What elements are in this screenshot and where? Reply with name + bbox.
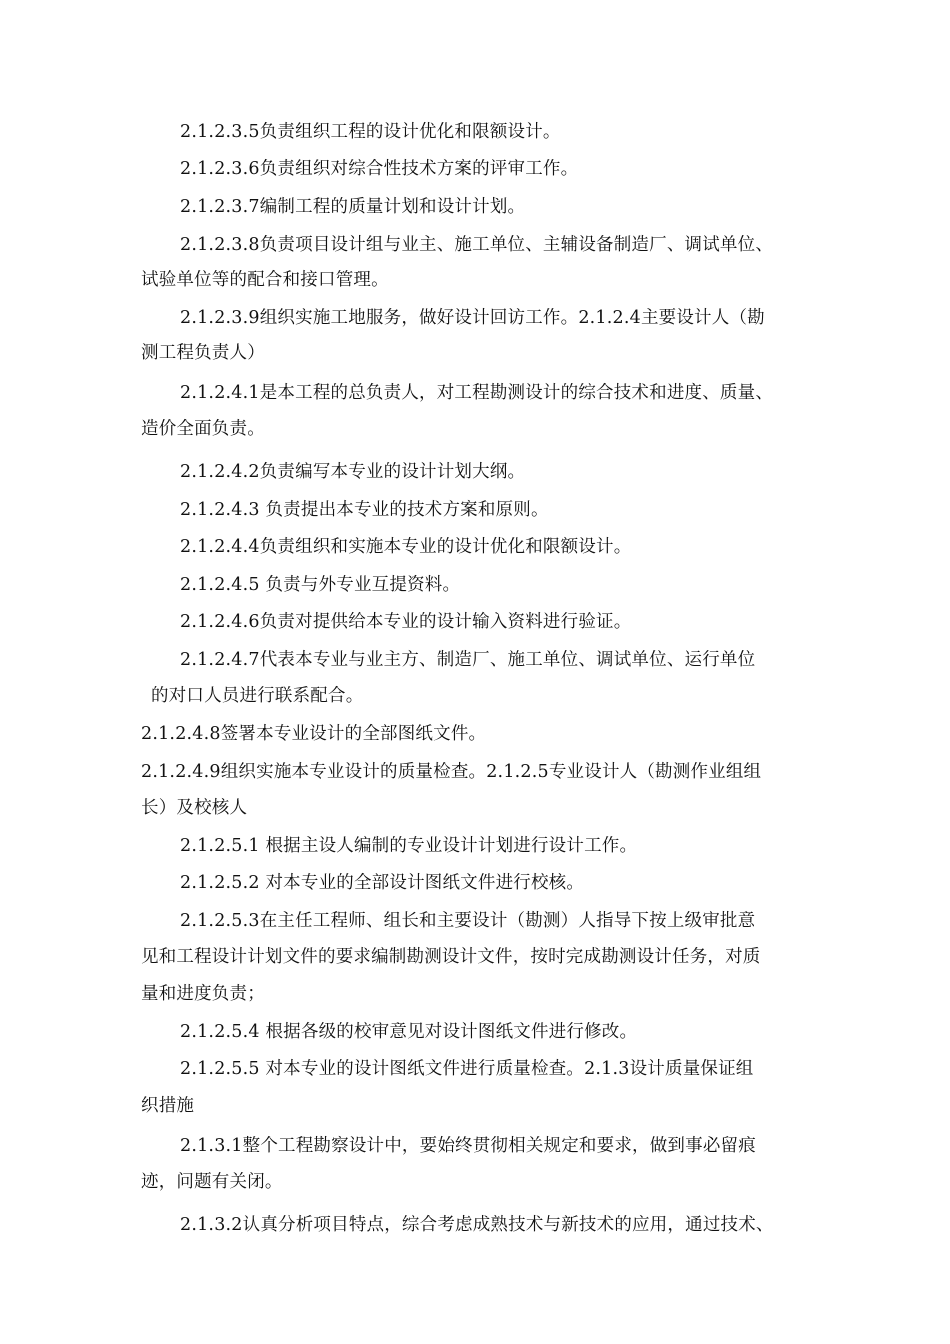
text-line: 见和工程设计计划文件的要求编制勘测设计文件，按时完成勘测设计任务，对质 <box>141 947 761 967</box>
text-line: 2.1.2.5.5 对本专业的设计图纸文件进行质量检查。2.1.3设计质量保证组 <box>180 1059 754 1079</box>
text-line: 2.1.2.4.7代表本专业与业主方、制造厂、施工单位、调试单位、运行单位 <box>180 650 756 670</box>
text-line: 2.1.2.4.6负责对提供给本专业的设计输入资料进行验证。 <box>180 612 632 632</box>
text-line: 2.1.2.4.5 负责与外专业互提资料。 <box>180 575 461 595</box>
text-line: 2.1.2.3.5负责组织工程的设计优化和限额设计。 <box>180 122 561 142</box>
text-line: 测工程负责人） <box>141 343 265 363</box>
text-line: 造价全面负责。 <box>141 419 265 439</box>
text-line: 2.1.2.3.9组织实施工地服务，做好设计回访工作。2.1.2.4主要设计人（勘 <box>180 308 765 328</box>
text-line: 长）及校核人 <box>141 798 248 818</box>
text-line: 2.1.2.3.6负责组织对综合性技术方案的评审工作。 <box>180 159 579 179</box>
text-line: 2.1.2.5.1 根据主设人编制的专业设计计划进行设计工作。 <box>180 836 638 856</box>
text-line: 2.1.2.4.4负责组织和实施本专业的设计优化和限额设计。 <box>180 537 632 557</box>
text-line: 2.1.2.4.8签署本专业设计的全部图纸文件。 <box>141 724 487 744</box>
text-line: 2.1.2.5.2 对本专业的全部设计图纸文件进行校核。 <box>180 873 585 893</box>
text-line: 量和进度负责； <box>141 984 265 1004</box>
text-line: 2.1.2.3.8负责项目设计组与业主、施工单位、主辅设备制造厂、调试单位、 <box>180 235 774 255</box>
text-line: 迹，问题有关闭。 <box>141 1172 283 1192</box>
text-line: 的对口人员进行联系配合。 <box>151 686 364 706</box>
text-line: 2.1.3.1整个工程勘察设计中，要始终贯彻相关规定和要求，做到事必留痕 <box>180 1136 756 1156</box>
text-line: 2.1.2.3.7编制工程的质量计划和设计计划。 <box>180 197 526 217</box>
text-line: 2.1.2.4.3 负责提出本专业的技术方案和原则。 <box>180 500 549 520</box>
text-line: 2.1.2.5.4 根据各级的校审意见对设计图纸文件进行修改。 <box>180 1022 638 1042</box>
text-line: 试验单位等的配合和接口管理。 <box>141 270 389 290</box>
text-line: 2.1.2.5.3在主任工程师、组长和主要设计（勘测）人指导下按上级审批意 <box>180 911 756 931</box>
text-line: 2.1.2.4.2负责编写本专业的设计计划大纲。 <box>180 462 526 482</box>
text-line: 2.1.2.4.1是本工程的总负责人，对工程勘测设计的综合技术和进度、质量、 <box>180 383 774 403</box>
text-line: 织措施 <box>141 1096 195 1116</box>
text-line: 2.1.2.4.9组织实施本专业设计的质量检查。2.1.2.5专业设计人（勘测作业组组 <box>141 762 762 782</box>
text-line: 2.1.3.2认真分析项目特点，综合考虑成熟技术与新技术的应用，通过技术、 <box>180 1215 774 1235</box>
